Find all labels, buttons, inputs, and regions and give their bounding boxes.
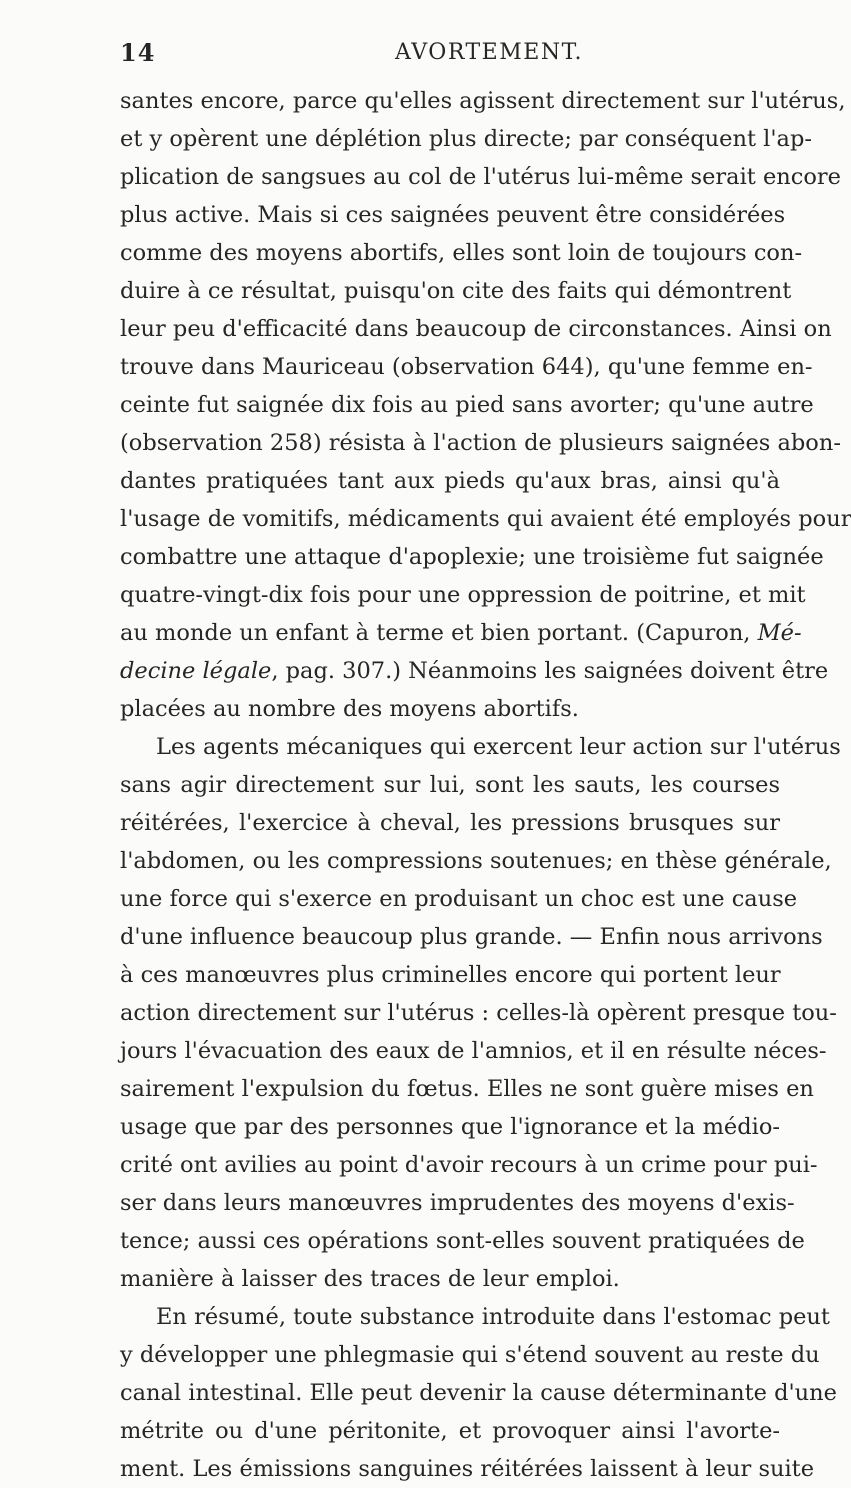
text-line: jours l'évacuation des eaux de l'amnios, et il en résulte néces- xyxy=(120,1038,827,1064)
italic-title-part: decine xyxy=(120,658,196,684)
text-line-with-citation xyxy=(120,652,829,690)
text-line: duire à ce résultat, puisqu'on cite des faits qui démontrent xyxy=(120,278,792,304)
text-line: plus active. Mais si ces saignées peuvent être considérées xyxy=(120,202,786,228)
body-text xyxy=(120,82,851,1488)
text-line: action directement sur l'utérus : celles-là opèrent presque tou- xyxy=(120,1000,837,1026)
text-line: sans agir directement sur lui, sont les sauts, les courses xyxy=(120,772,780,798)
text-line: et y opèrent une déplétion plus directe; par conséquent l'ap- xyxy=(120,126,812,152)
text-line: comme des moyens abortifs, elles sont loin de toujours con- xyxy=(120,240,803,266)
paragraph-end-line: placées au nombre des moyens abortifs. xyxy=(120,696,579,722)
text-line: usage que par des personnes que l'ignorance et la médio- xyxy=(120,1114,780,1140)
text-line: d'une influence beaucoup plus grande. — Enfin nous arrivons xyxy=(120,924,823,950)
text-line: (observation 258) résista à l'action de plusieurs saignées abon- xyxy=(120,430,841,456)
text-line: ment. Les émissions sanguines réitérées laissent à leur suite xyxy=(120,1456,815,1482)
text-line: plication de sangsues au col de l'utérus lui-même serait encore xyxy=(120,164,841,190)
text-line-part: au monde un enfant à terme et bien portant. (Capuron, xyxy=(120,620,751,646)
text-line: quatre-vingt-dix fois pour une oppression de poitrine, et mit xyxy=(120,582,806,608)
text-line: tence; aussi ces opérations sont-elles souvent pratiquées de xyxy=(120,1228,805,1254)
page-number: 14 xyxy=(120,38,156,67)
text-line: réitérées, l'exercice à cheval, les pressions brusques sur xyxy=(120,810,780,836)
text-line: trouve dans Mauriceau (observation 644), qu'une femme en- xyxy=(120,354,813,380)
text-line: leur peu d'efficacité dans beaucoup de circonstances. Ainsi on xyxy=(120,316,832,342)
text-line: ceinte fut saignée dix fois au pied sans avorter; qu'une autre xyxy=(120,392,814,418)
running-title: AVORTEMENT. xyxy=(395,40,584,65)
text-line: crité ont avilies au point d'avoir recours à un crime pour pui- xyxy=(120,1152,818,1178)
text-line: à ces manœuvres plus criminelles encore qui portent leur xyxy=(120,962,781,988)
text-line: combattre une attaque d'apoplexie; une troisième fut saignée xyxy=(120,544,824,570)
text-line: canal intestinal. Elle peut devenir la cause déterminante d'une xyxy=(120,1380,837,1406)
paragraph-end-line: manière à laisser des traces de leur emploi. xyxy=(120,1266,620,1292)
text-line: y développer une phlegmasie qui s'étend souvent au reste du xyxy=(120,1342,820,1368)
text-line: santes encore, parce qu'elles agissent directement sur l'utérus, xyxy=(120,88,846,114)
text-line: l'abdomen, ou les compressions soutenues; en thèse générale, xyxy=(120,848,832,874)
text-line: dantes pratiquées tant aux pieds qu'aux bras, ainsi qu'à xyxy=(120,468,780,494)
text-line: une force qui s'exerce en produisant un choc est une cause xyxy=(120,886,798,912)
text-line: métrite ou d'une péritonite, et provoquer ainsi l'avorte- xyxy=(120,1418,780,1444)
text-line-part: , pag. 307.) Néanmoins les saignées doivent être xyxy=(271,658,829,684)
paragraph-start-line: Les agents mécaniques qui exercent leur action sur l'utérus xyxy=(156,734,841,760)
text-line-with-citation xyxy=(120,614,802,652)
italic-title-fragment: Mé- xyxy=(757,620,802,646)
paragraph-start-line: En résumé, toute substance introduite dans l'estomac peut xyxy=(156,1304,830,1330)
running-head xyxy=(120,38,770,68)
text-line: ser dans leurs manœuvres imprudentes des moyens d'exis- xyxy=(120,1190,795,1216)
italic-title-part: légale xyxy=(202,658,272,684)
text-line: l'usage de vomitifs, médicaments qui avaient été employés pour xyxy=(120,506,851,532)
text-line: sairement l'expulsion du fœtus. Elles ne sont guère mises en xyxy=(120,1076,814,1102)
